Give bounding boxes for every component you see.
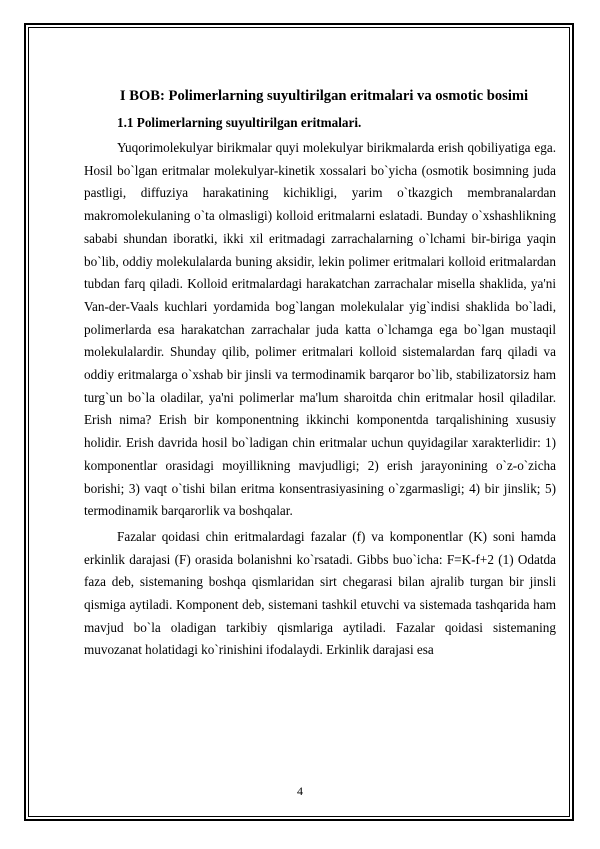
page-content [84,84,556,662]
chapter-title: I BOB: Polimerlarning suyultirilgan eritmalari va osmotic bosimi [119,88,529,104]
body-paragraph-2: Fazalar qoidasi chin eritmalardagi fazalar (f) va komponentlar (K) soni hamda erkinlik darajasi (F) orasida bolanishni ko`rsatadi. Gibbs buo`icha: F=K-f+2 (1) Odatda faza deb, sistemaning boshqa qismlaridan sirt chegarasi bilan ajralib turgan bir jinsli qismiga aytiladi. Komponent deb, sistemani tashkil etuvchi va sistemada tashqarida ham mavjud bo`la oladigan tarkibiy qismlariga aytiladi. Fazalar qoidasi sistemaning muvozanat holatidagi ko`rinishini ifodalaydi. Erkinlik darajasi esa [84,528,556,658]
page-number: 4 [297,784,303,798]
body-paragraph-1: Yuqorimolekulyar birikmalar quyi molekulyar birikmalarda erish qobiliyatiga ega. Hosil bo`lgan eritmalar molekulyar-kinetik xossalari bo`yicha (osmotik bosimning juda pastligi, diffuziya harakatining kichikligi, yarim o`tkazgich membranalardan makromolekulaning o`ta olmasligi) kolloid eritmalarni eslatadi. Bunday o`xshashlikning sababi shundan iboratki, ikki xil eritmadagi zarrachalarning o`lchami bir-biriga yaqin bo`lib, oddiy molekulalarda buning aksidir, lekin polimer eritmalari kolloid eritmalardan tubdan farq qiladi. Kolloid eritmalardagi harakatchan zarrachalar misella shaklida, ya'ni Van-der-Vaals kuchlari yordamida bog`langan molekulalar yig`indisi shaklida bo`ladi, polimerlarda esa harakatchan zarrachalar juda katta o`lchamga ega bo`lgan mustaqil molekulalardir. Shunday qilib, polimer eritmalari kolloid sistemalardan farq qiladi va oddiy eritmalarga o`xshab bir jinsli va termodinamik barqaror bo`lib, stabilizatorsiz ham turg`un bo`la oladilar, ya'ni polimerlar ma'lum sharoitda chin eritmalar hosil qiladilar. Erish nima? Erish bir komponentning ikkinchi komponentda tarqalishining xususiy holidir. Erish davrida hosil bo`ladigan chin eritmalar uchun quyidagilar xarakterlidir: 1) komponentlar orasidagi moyillikning mavjudligi; 2) erish jarayonining o`z-o`zicha borishi; 3) vaqt o`tishi bilan eritma konsentrasiyasining o`zgarmasligi; 4) bir jinslik; 5) termodinamik barqarorlik va boshqalar. [84,140,556,519]
section-title: 1.1 Polimerlarning suyultirilgan eritmalari. [117,115,362,130]
